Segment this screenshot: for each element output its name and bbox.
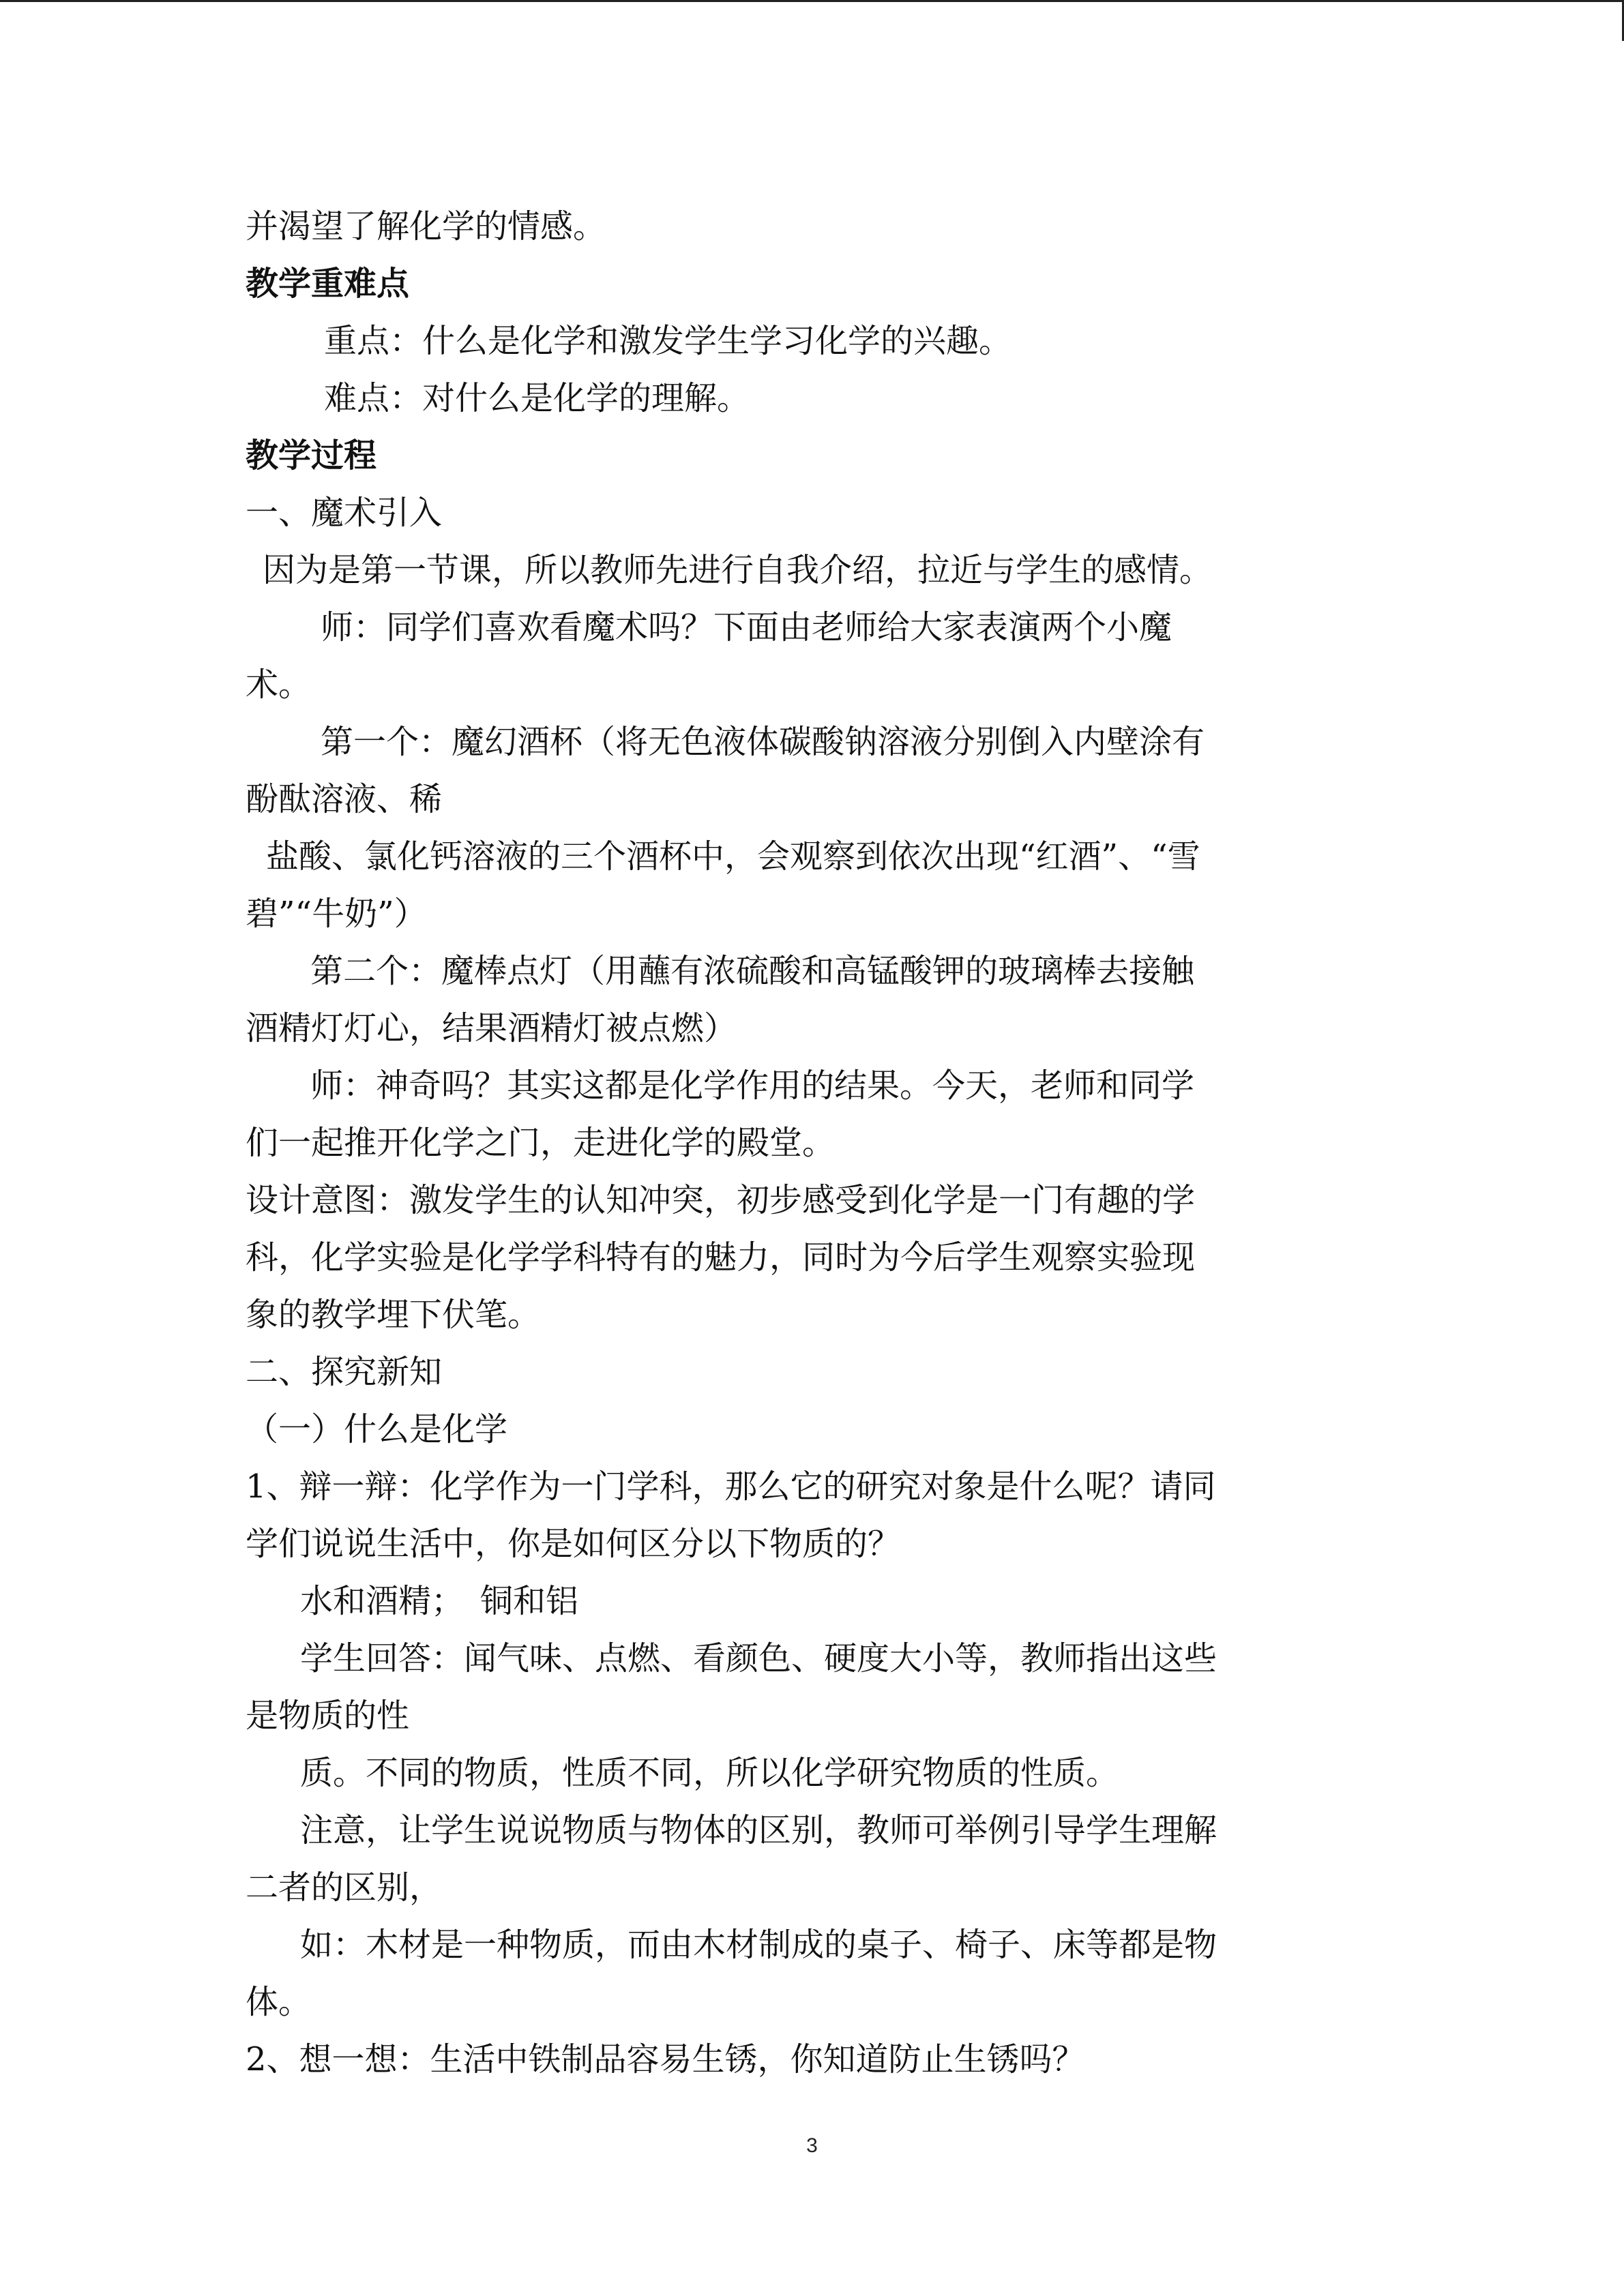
paragraph-line: 二、探究新知 [246,1353,443,1391]
page-number: 3 [806,2134,818,2157]
document-body [246,198,1378,2088]
paragraph-line: 二者的区别， [246,1868,443,1907]
paragraph-line: 师：神奇吗？其实这都是化学作用的结果。今天，老师和同学 [310,1067,1195,1105]
paragraph-line: 师：同学们喜欢看魔术吗？下面由老师给大家表演两个小魔 [321,608,1172,646]
paragraph-line: 一、魔术引入 [246,494,443,532]
paragraph-line: 学们说说生活中，你是如何区分以下物质的？ [246,1525,901,1563]
paragraph-line: 1、辩一辩：化学作为一门学科，那么它的研究对象是什么呢？请同 [246,1467,1216,1506]
paragraph-line: 如：木材是一种物质，而由木材制成的桌子、椅子、床等都是物 [300,1926,1217,1964]
paragraph-line: 酒精灯灯心，结果酒精灯被点燃） [246,1009,737,1047]
paragraph-line: 学生回答：闻气味、点燃、看颜色、硬度大小等，教师指出这些 [300,1639,1217,1678]
paragraph-line: 碧”“牛奶”） [246,895,427,933]
paragraph-line: 盐酸、氯化钙溶液的三个酒杯中，会观察到依次出现“红酒”、“雪 [266,837,1200,876]
paragraph-line: 因为是第一节课，所以教师先进行自我介绍，拉近与学生的感情。 [263,551,1213,589]
paragraph-line: （一）什么是化学 [246,1410,508,1448]
paragraph-line: 酚酞溶液、稀 [246,780,443,818]
section-heading: 教学过程 [246,436,377,475]
paragraph-line: 质。不同的物质，性质不同，所以化学研究物质的性质。 [300,1754,1119,1792]
paragraph-line: 象的教学埋下伏笔。 [246,1296,541,1334]
paragraph-line: 注意，让学生说说物质与物体的区别，教师可举例引导学生理解 [300,1811,1217,1849]
paragraph-line: 们一起推开化学之门，走进化学的殿堂。 [246,1124,836,1162]
paragraph-line: 设计意图：激发学生的认知冲突，初步感受到化学是一门有趣的学 [246,1181,1196,1219]
paragraph-line: 第一个：魔幻酒杯（将无色液体碳酸钠溶液分别倒入内壁涂有 [321,723,1205,761]
section-heading: 教学重难点 [246,265,410,303]
paragraph-line: 科，化学实验是化学学科特有的魅力，同时为今后学生观察实验现 [246,1238,1196,1277]
paragraph-line: 体。 [246,1983,312,2021]
paragraph-line: 难点：对什么是化学的理解。 [324,379,750,417]
paragraph-line: 术。 [246,666,312,704]
paragraph-line: 是物质的性 [246,1697,410,1735]
paragraph-line: 第二个：魔棒点灯（用蘸有浓硫酸和高锰酸钾的玻璃棒去接触 [310,952,1195,990]
paragraph-line: 2、想一想：生活中铁制品容易生锈，你知道防止生锈吗？ [246,2040,1085,2078]
top-border-rule [0,0,1624,2]
paragraph-line: 并渴望了解化学的情感。 [246,207,606,245]
paragraph-line: 水和酒精； 铜和铝 [300,1582,579,1620]
paragraph-line: 重点：什么是化学和激发学生学习化学的兴趣。 [324,322,1012,360]
